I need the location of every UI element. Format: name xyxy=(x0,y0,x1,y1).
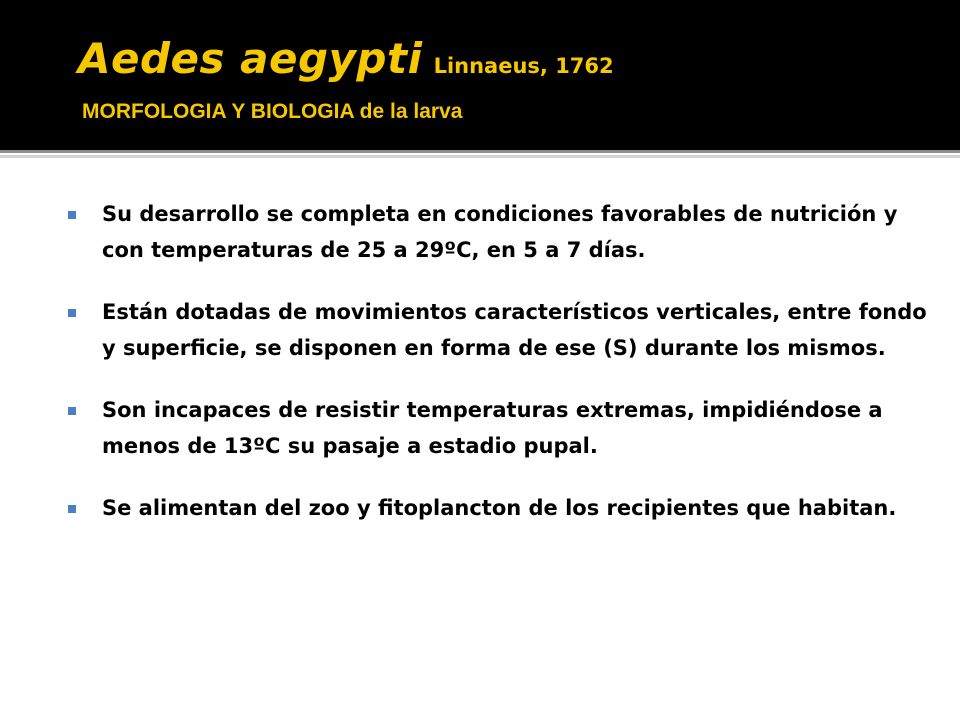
bullet-list xyxy=(68,196,928,552)
bullet-text: Su desarrollo se completa en condiciones favorables de nutrición y con temperaturas de 25 a 29ºC, en 5 a 7 días. xyxy=(102,202,898,262)
bullet-text: Se alimentan del zoo y fitoplancton de los recipientes que habitan. xyxy=(102,496,897,520)
bullet-text: Están dotadas de movimientos característicos verticales, entre fondo y superficie, se disponen en forma de ese (S) durante los mismos. xyxy=(102,300,927,360)
bullet-item xyxy=(68,392,928,464)
square-bullet-icon xyxy=(68,505,76,513)
title-divider-light xyxy=(0,155,960,158)
title-species: Aedes aegypti xyxy=(78,34,423,83)
bullet-item xyxy=(68,196,928,268)
square-bullet-icon xyxy=(68,407,76,415)
square-bullet-icon xyxy=(68,211,76,219)
title-bar xyxy=(0,0,960,150)
title-author: Linnaeus, 1762 xyxy=(433,54,614,78)
slide-title xyxy=(78,34,614,83)
bullet-item xyxy=(68,490,928,526)
bullet-item xyxy=(68,294,928,366)
bullet-text: Son incapaces de resistir temperaturas extremas, impidiéndose a menos de 13ºC su pasaje a estadio pupal. xyxy=(102,398,883,458)
title-divider-dark xyxy=(0,150,960,153)
slide-subtitle: MORFOLOGIA Y BIOLOGIA de la larva xyxy=(82,100,463,123)
square-bullet-icon xyxy=(68,309,76,317)
